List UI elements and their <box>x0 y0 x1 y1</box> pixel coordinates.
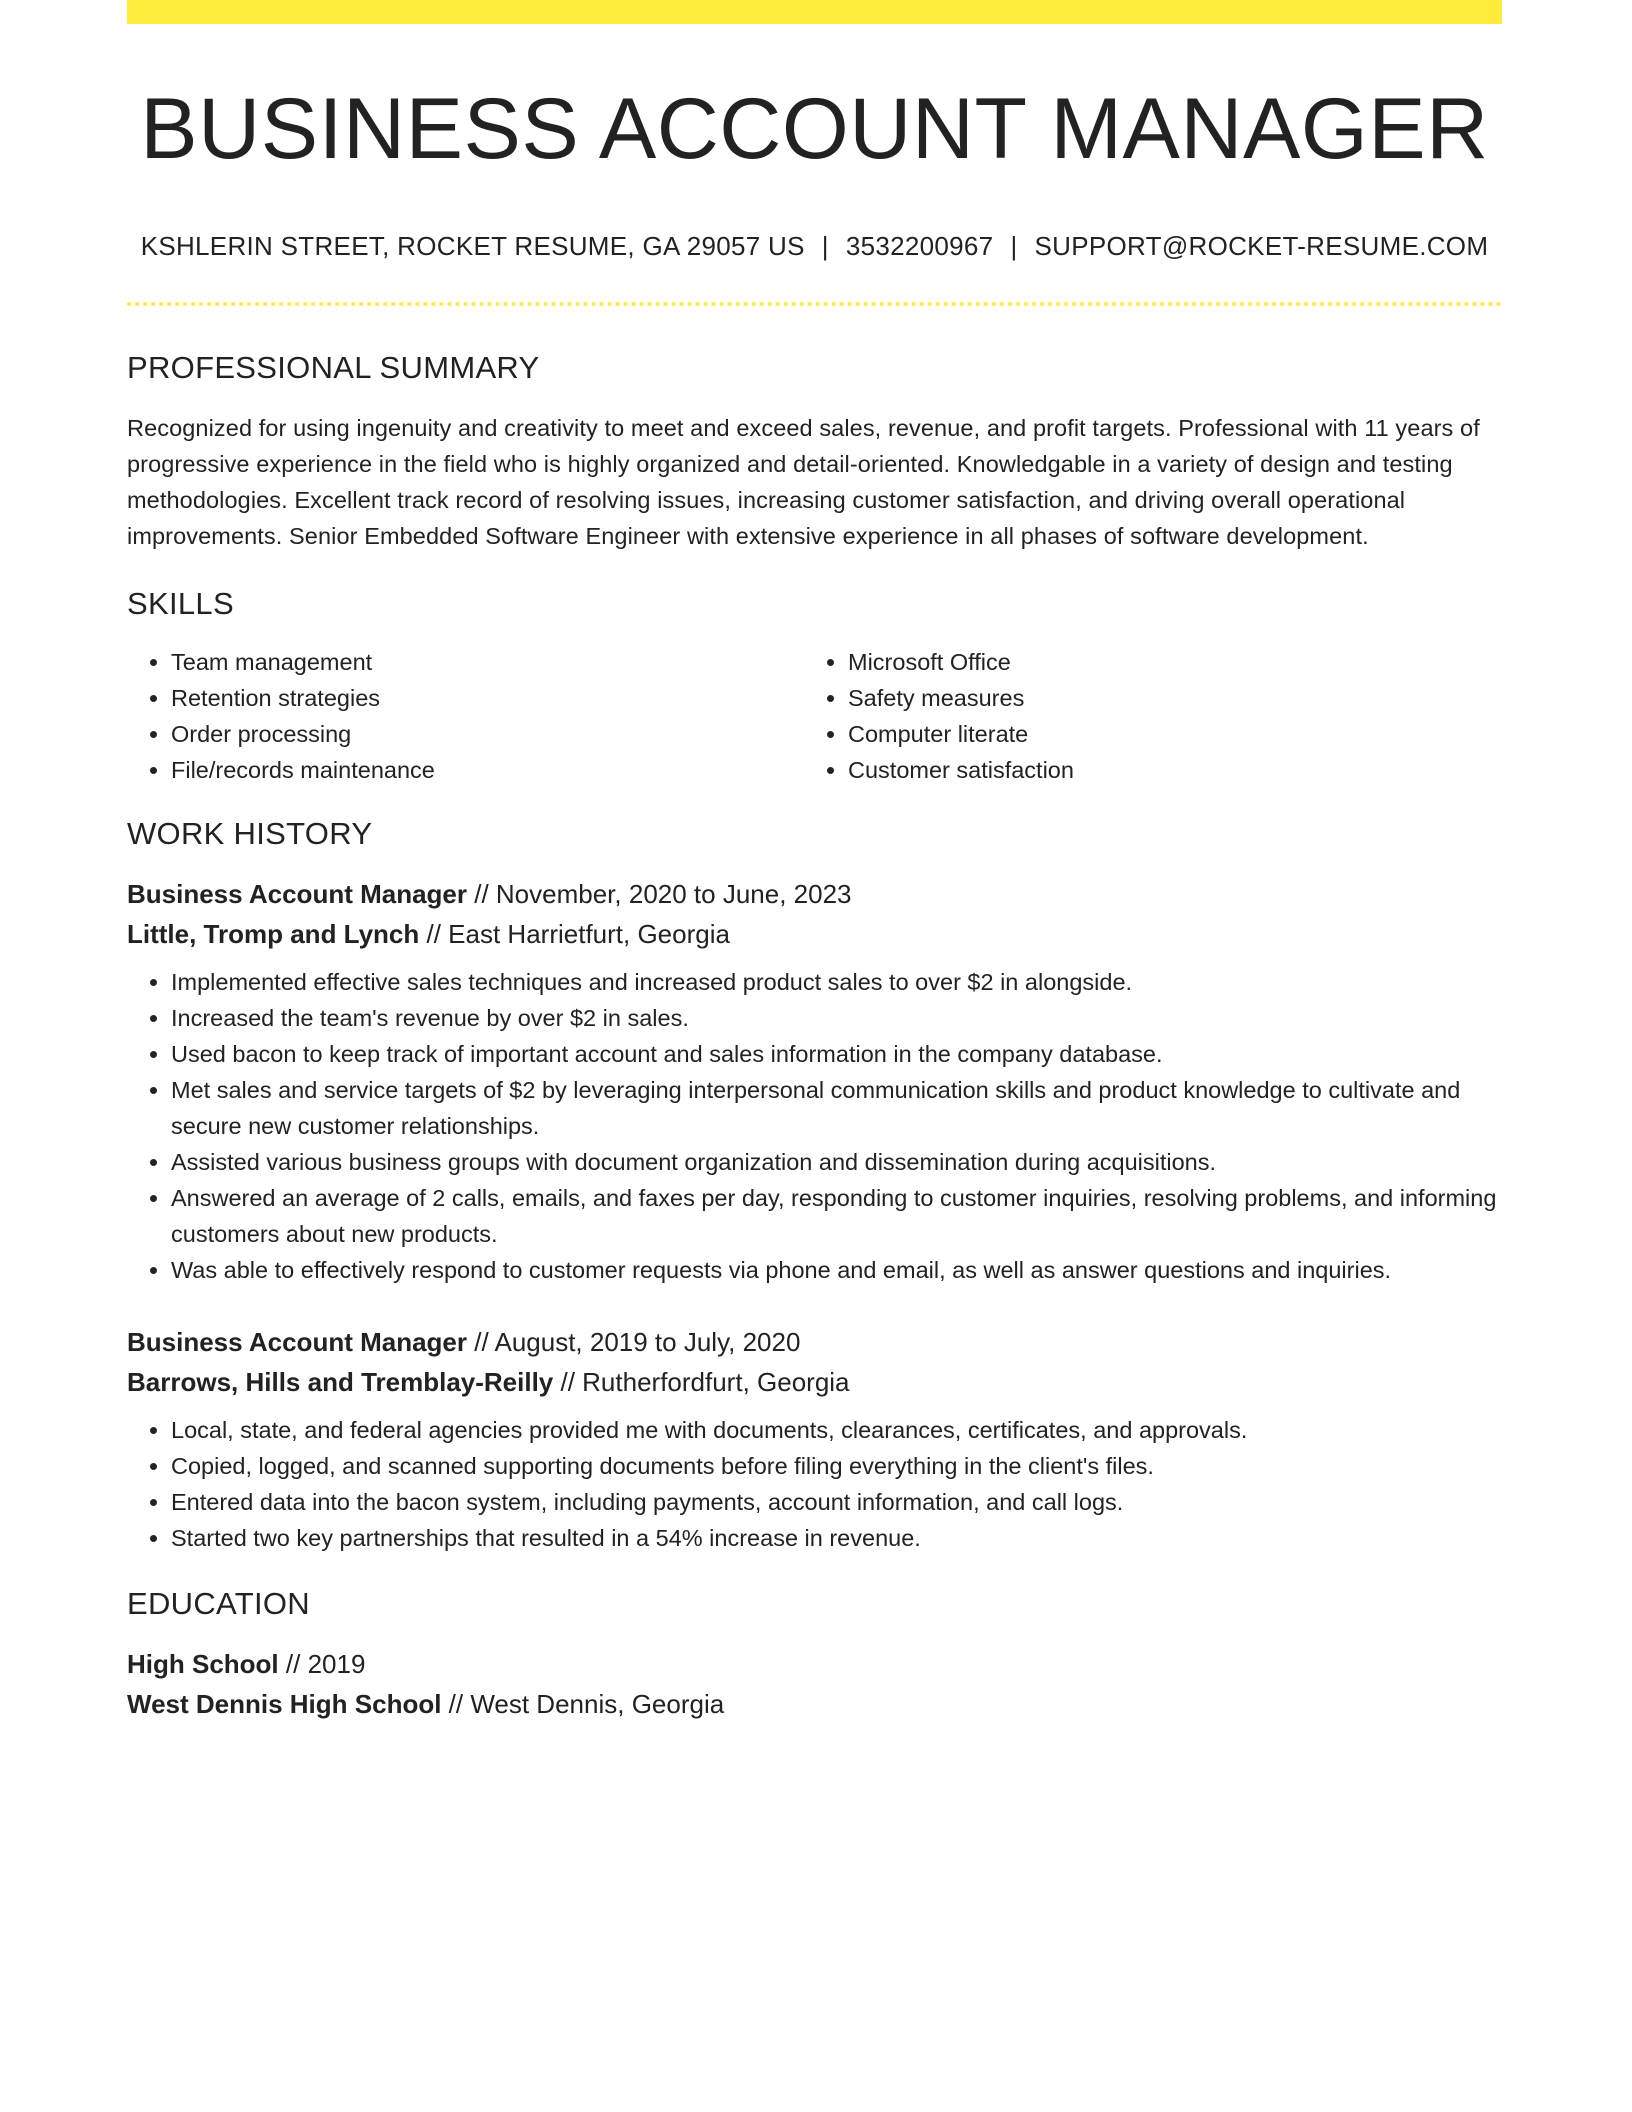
contact-phone: 3532200967 <box>845 230 994 261</box>
skill-item: • File/records maintenance <box>171 752 804 788</box>
contact-email: SUPPORT@ROCKET-RESUME.COM <box>1034 230 1489 261</box>
work-history-heading: WORK HISTORY <box>127 815 373 851</box>
contact-separator: | <box>821 230 829 261</box>
top-accent-bar <box>127 0 1502 24</box>
skill-item: • Safety measures <box>848 680 1481 716</box>
job-bullet: • Was able to effectively respond to customer requests via phone and email, as well as answer questions and inquiries. <box>171 1252 1502 1288</box>
education-year: // 2019 <box>278 1648 366 1679</box>
skill-item: • Computer literate <box>848 716 1481 752</box>
job-title: Business Account Manager <box>127 1326 468 1357</box>
job-bullet: • Assisted various business groups with document organization and dissemination during acquisitions. <box>171 1144 1502 1180</box>
summary-heading: PROFESSIONAL SUMMARY <box>127 349 540 385</box>
education-school-line <box>127 1684 1502 1724</box>
job-company: Barrows, Hills and Tremblay-Reilly <box>127 1366 554 1397</box>
education-degree: High School <box>127 1648 279 1679</box>
job-bullet: • Increased the team's revenue by over $2 in sales. <box>171 1000 1502 1036</box>
job-location: // Rutherfordfurt, Georgia <box>553 1366 850 1397</box>
job-dates: // August, 2019 to July, 2020 <box>467 1326 801 1357</box>
education-degree-line <box>127 1644 1502 1684</box>
resume-page <box>127 0 1502 1724</box>
job-bullet: • Used bacon to keep track of important account and sales information in the company database. <box>171 1036 1502 1072</box>
job-bullets <box>127 1412 1502 1556</box>
job-entry <box>127 1322 1502 1556</box>
summary-text: Recognized for using ingenuity and creativity to meet and exceed sales, revenue, and profit targets. Professional with 11 years of progressive experience in the field who is highly organized and detail-oriented. Knowledgable in a variety of design and testing methodologies. Excellent track record of resolving issues, increasing customer satisfaction, and driving overall operational improvements. Senior Embedded Software Engineer with extensive experience in all phases of software development. <box>127 414 1480 549</box>
job-bullet: • Entered data into the bacon system, including payments, account information, and call logs. <box>171 1484 1502 1520</box>
education-location: // West Dennis, Georgia <box>441 1688 725 1719</box>
skills-column-left <box>127 644 804 788</box>
job-company-line <box>127 914 1502 954</box>
contact-line <box>127 231 1502 262</box>
job-company: Little, Tromp and Lynch <box>127 918 420 949</box>
skill-item: • Team management <box>171 644 804 680</box>
skills-list <box>127 644 1502 788</box>
job-title: Business Account Manager <box>127 878 468 909</box>
job-title-line <box>127 1322 1502 1362</box>
skill-item: • Customer satisfaction <box>848 752 1481 788</box>
skill-item: • Microsoft Office <box>848 644 1481 680</box>
education-heading: EDUCATION <box>127 1585 310 1621</box>
job-location: // East Harrietfurt, Georgia <box>419 918 730 949</box>
job-bullet: • Started two key partnerships that resulted in a 54% increase in revenue. <box>171 1520 1502 1556</box>
resume-title: BUSINESS ACCOUNT MANAGER <box>140 81 1489 177</box>
dotted-divider <box>127 302 1502 306</box>
job-bullet: • Answered an average of 2 calls, emails, and faxes per day, responding to customer inquiries, resolving problems, and informing customers about new products. <box>171 1180 1502 1252</box>
job-entry <box>127 874 1502 1288</box>
job-bullets <box>127 964 1502 1288</box>
job-company-line <box>127 1362 1502 1402</box>
education-entry <box>127 1644 1502 1724</box>
job-bullet: • Local, state, and federal agencies provided me with documents, clearances, certificates, and approvals. <box>171 1412 1502 1448</box>
job-bullet: • Implemented effective sales techniques and increased product sales to over $2 in alongside. <box>171 964 1502 1000</box>
skills-column-right <box>804 644 1481 788</box>
skill-item: • Retention strategies <box>171 680 804 716</box>
contact-separator: | <box>1010 230 1018 261</box>
contact-address: KSHLERIN STREET, ROCKET RESUME, GA 29057 US <box>140 230 805 261</box>
education-school: West Dennis High School <box>127 1688 442 1719</box>
skill-item: • Order processing <box>171 716 804 752</box>
job-bullet: • Copied, logged, and scanned supporting documents before filing everything in the client's files. <box>171 1448 1502 1484</box>
job-title-line <box>127 874 1502 914</box>
job-bullet: • Met sales and service targets of $2 by leveraging interpersonal communication skills and product knowledge to cultivate and secure new customer relationships. <box>171 1072 1502 1144</box>
skills-heading: SKILLS <box>127 585 234 621</box>
job-dates: // November, 2020 to June, 2023 <box>467 878 852 909</box>
